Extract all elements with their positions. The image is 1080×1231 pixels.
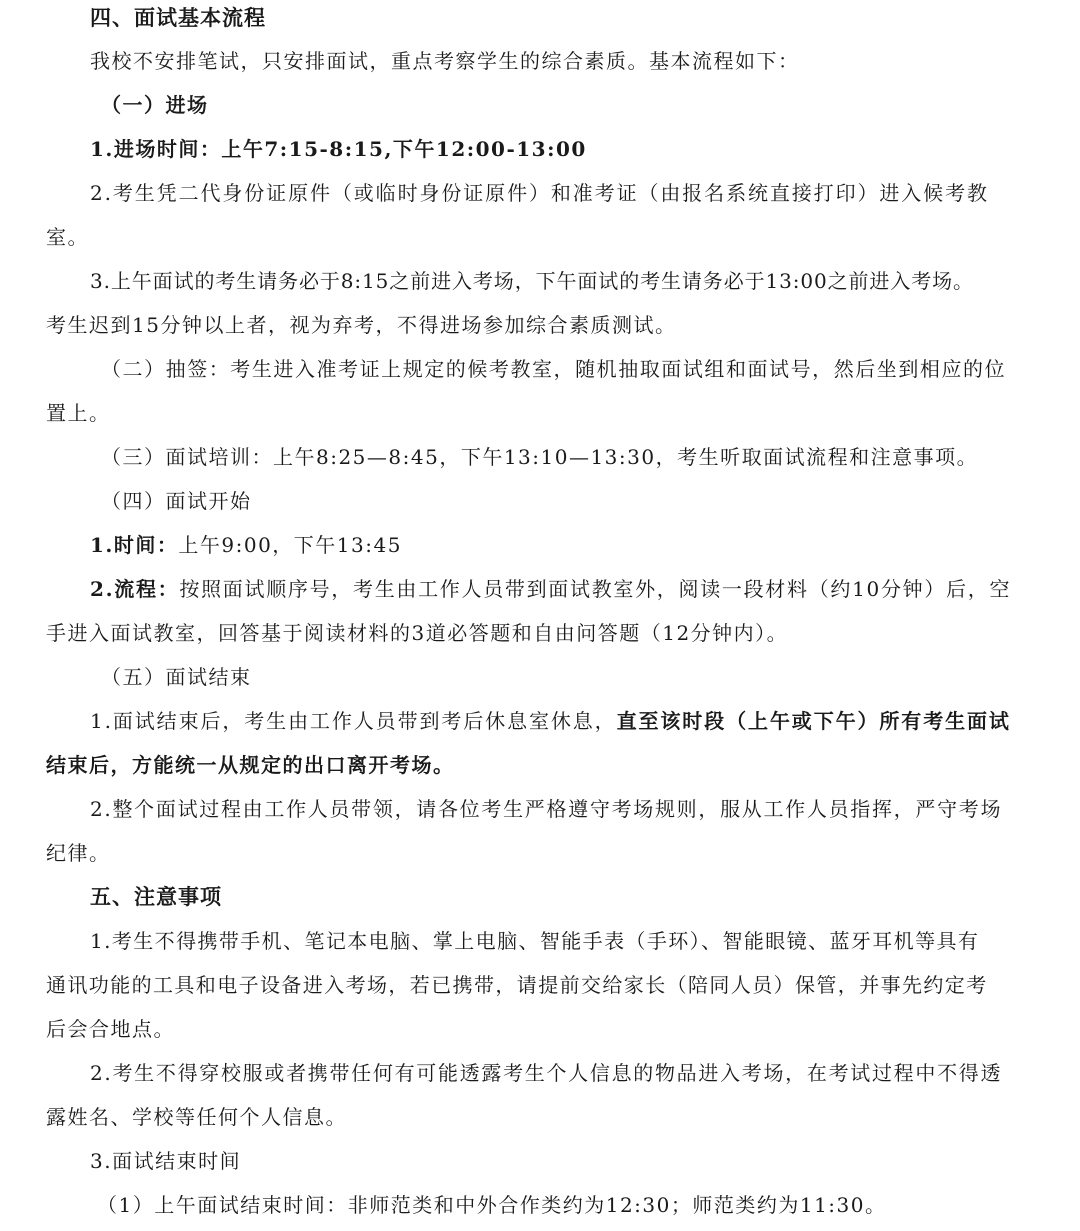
end-item-1-line-2: 结束后，方能统一从规定的出口离开考场。 <box>46 753 455 777</box>
end-item-2-line-2: 纪律。 <box>46 841 111 865</box>
section-5-title: 五、注意事项 <box>90 884 222 909</box>
entry-item-2-line-2: 室。 <box>46 225 89 249</box>
end-item-1-bold: 直至该时段（上午或下午）所有考生面试 <box>616 709 1011 733</box>
note-2-line-1: 2.考生不得穿校服或者携带任何有可能透露考生个人信息的物品进入考场，在考试过程中不得透 <box>90 1061 1003 1085</box>
start-time-label: 1.时间： <box>90 533 179 557</box>
intro-paragraph: 我校不安排笔试，只安排面试，重点考察学生的综合素质。基本流程如下： <box>90 49 800 73</box>
start-heading: （四）面试开始 <box>101 489 252 513</box>
start-process-label: 2.流程： <box>90 577 180 601</box>
note-3-heading: 3.面试结束时间 <box>90 1149 242 1173</box>
note-1-line-3: 后会合地点。 <box>46 1017 175 1041</box>
note-1-line-1: 1.考生不得携带手机、笔记本电脑、掌上电脑、智能手表（手环）、智能眼镜、蓝牙耳机等具有 <box>90 929 980 953</box>
draw-paragraph-line-2: 置上。 <box>46 401 111 425</box>
entry-item-1: 1.进场时间：上午7:15-8:15,下午12:00-13:00 <box>90 137 587 161</box>
end-item-1-line-1 <box>90 707 1011 735</box>
note-2-line-2: 露姓名、学校等任何个人信息。 <box>46 1105 347 1129</box>
note-3-item-1: （1）上午面试结束时间：非师范类和中外合作类约为12:30；师范类约为11:30。 <box>97 1193 887 1217</box>
note-1-line-2: 通讯功能的工具和电子设备进入考场，若已携带，请提前交给家长（陪同人员）保管，并事先约定考 <box>46 973 988 997</box>
start-time-line <box>90 531 402 559</box>
end-item-1-normal: 1.面试结束后，考生由工作人员带到考后休息室休息， <box>90 709 617 733</box>
section-4-title: 四、面试基本流程 <box>90 5 266 30</box>
training-paragraph: （三）面试培训：上午8:25—8:45，下午13:10—13:30，考生听取面试流程和注意事项。 <box>101 445 979 469</box>
entry-item-2-line-1: 2.考生凭二代身份证原件（或临时身份证原件）和准考证（由报名系统直接打印）进入候考教 <box>90 181 989 205</box>
start-process-line-1 <box>90 575 1011 603</box>
end-heading: （五）面试结束 <box>101 665 252 689</box>
entry-heading: （一）进场 <box>101 93 209 117</box>
start-process-line-2: 手进入面试教室，回答基于阅读材料的3道必答题和自由问答题（12分钟内）。 <box>46 621 789 645</box>
start-process-text: 按照面试顺序号，考生由工作人员带到面试教室外，阅读一段材料（约10分钟）后，空 <box>179 577 1012 601</box>
end-item-2-line-1: 2.整个面试过程由工作人员带领，请各位考生严格遵守考场规则，服从工作人员指挥，严守考场 <box>90 797 1003 821</box>
draw-paragraph-line-1: （二）抽签：考生进入准考证上规定的候考教室，随机抽取面试组和面试号，然后坐到相应的位 <box>101 357 1007 381</box>
entry-item-3-line-1: 3.上午面试的考生请务必于8:15之前进入考场，下午面试的考生请务必于13:00之前进入考场。 <box>90 269 974 293</box>
start-time-value: 上午9:00，下午13:45 <box>178 533 402 557</box>
entry-item-3-line-2: 考生迟到15分钟以上者，视为弃考，不得进场参加综合素质测试。 <box>46 313 677 337</box>
